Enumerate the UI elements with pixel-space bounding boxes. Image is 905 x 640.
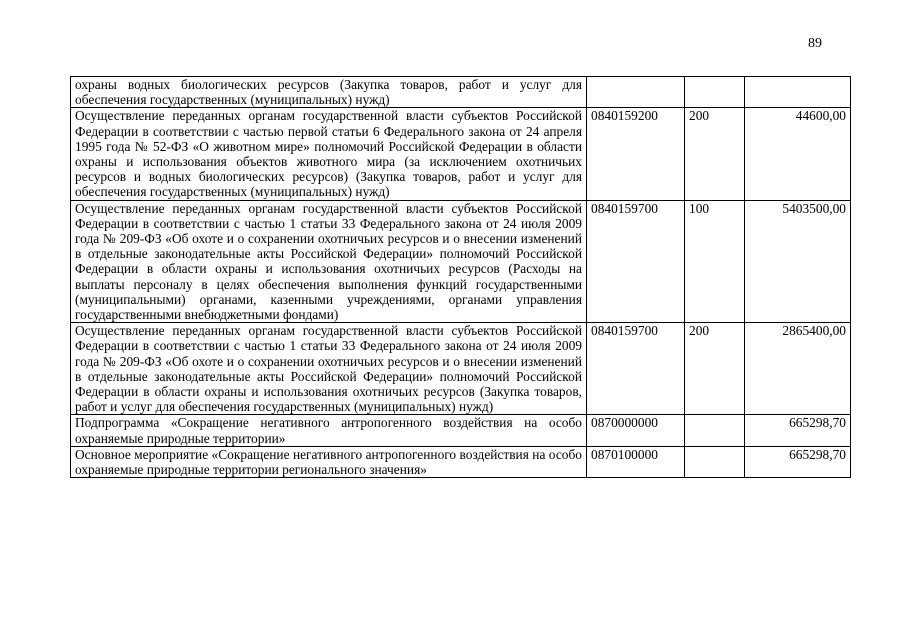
table-row [71, 108, 851, 200]
row-expense-type: 100 [685, 200, 745, 323]
row-amount: 665298,70 [745, 446, 851, 477]
table-row [71, 77, 851, 108]
row-amount: 5403500,00 [745, 200, 851, 323]
row-expense-type: 200 [685, 108, 745, 200]
row-description: Основное мероприятие «Сокращение негативного антропогенного воздействия на особо охраняемые природные территории регионального значения» [71, 446, 587, 477]
budget-table [70, 76, 851, 478]
row-target-code: 0870000000 [587, 415, 685, 446]
row-target-code: 0840159700 [587, 323, 685, 415]
table-row [71, 200, 851, 323]
row-amount: 665298,70 [745, 415, 851, 446]
row-description: охраны водных биологических ресурсов (Закупка товаров, работ и услуг для обеспечения государственных (муниципальных) нужд) [71, 77, 587, 108]
row-description: Осуществление переданных органам государственной власти субъектов Российской Федерации в соответствии с частью 1 статьи 33 Федерального закона от 24 июля 2009 года № 209-ФЗ «Об охоте и о сохранении охотничьих ресурсов и о внесении изменений в отдельные законодательные акты Российской Федерации» полномочий Российской Федерации в области охраны и использования охотничьих ресурсов (Расходы на выплаты персоналу в целях обеспечения выполнения функций государственными (муниципальными) органами, казенными учреждениями, органами управления государственными внебюджетными фондами) [71, 200, 587, 323]
row-description: Подпрограмма «Сокращение негативного антропогенного воздействия на особо охраняемые природные территории» [71, 415, 587, 446]
row-expense-type [685, 446, 745, 477]
row-amount: 44600,00 [745, 108, 851, 200]
table-row [71, 415, 851, 446]
row-description: Осуществление переданных органам государственной власти субъектов Российской Федерации в соответствии с частью 1 статьи 33 Федерального закона от 24 июля 2009 года № 209-ФЗ «Об охоте и о сохранении охотничьих ресурсов и о внесении изменений в отдельные законодательные акты Российской Федерации» полномочий Российской Федерации в области охраны и использования охотничьих ресурсов (Закупка товаров, работ и услуг для обеспечения государственных (муниципальных) нужд) [71, 323, 587, 415]
row-target-code: 0840159700 [587, 200, 685, 323]
table-row [71, 323, 851, 415]
row-target-code: 0870100000 [587, 446, 685, 477]
table-row [71, 446, 851, 477]
row-description: Осуществление переданных органам государственной власти субъектов Российской Федерации в соответствии с частью первой статьи 6 Федерального закона от 24 апреля 1995 года № 52-ФЗ «О животном мире» полномочий Российской Федерации в области охраны и использования объектов животного мира (за исключением охотничьих ресурсов и водных биологических ресурсов) (Закупка товаров, работ и услуг для обеспечения государственных (муниципальных) нужд) [71, 108, 587, 200]
row-target-code [587, 77, 685, 108]
row-amount [745, 77, 851, 108]
page-number: 89 [808, 36, 822, 51]
row-expense-type [685, 77, 745, 108]
row-amount: 2865400,00 [745, 323, 851, 415]
row-expense-type: 200 [685, 323, 745, 415]
row-expense-type [685, 415, 745, 446]
row-target-code: 0840159200 [587, 108, 685, 200]
